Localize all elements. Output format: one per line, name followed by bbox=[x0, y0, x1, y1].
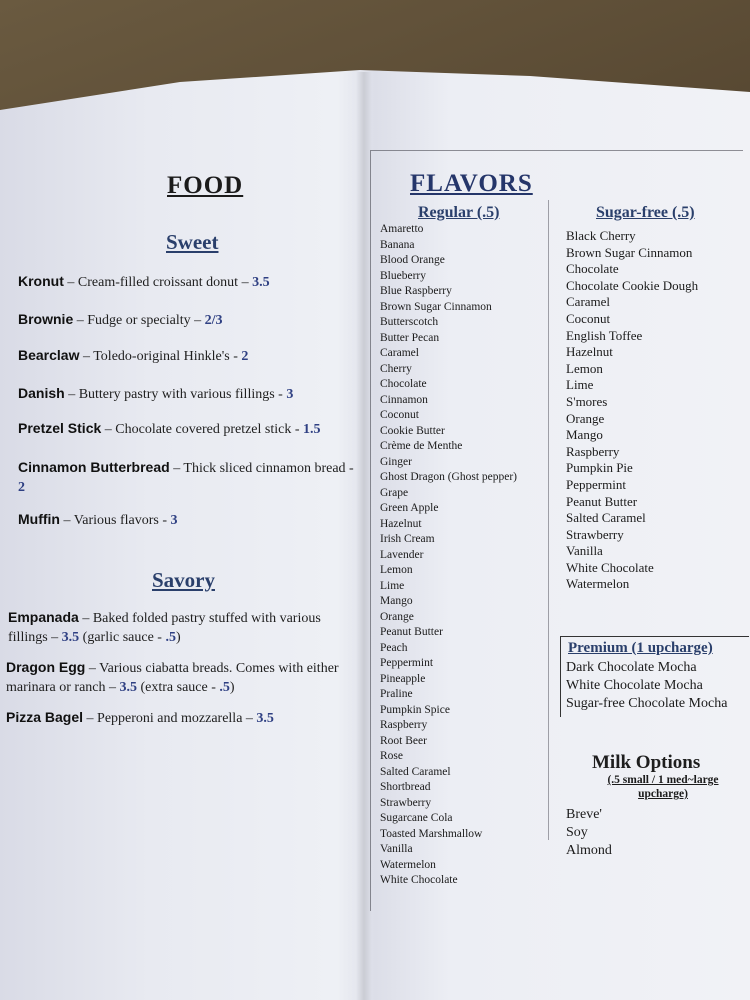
flavor-item: Mango bbox=[566, 427, 603, 443]
menu-item-dragon-egg bbox=[6, 658, 356, 697]
flavor-item: Chocolate bbox=[380, 378, 427, 390]
flavor-item: Rose bbox=[380, 750, 403, 762]
flavor-item: Grape bbox=[380, 486, 409, 499]
flavor-item: Almond bbox=[566, 843, 612, 858]
flavor-item: Orange bbox=[380, 610, 414, 623]
menu-item-pizza-bagel bbox=[6, 708, 346, 728]
milk-options-subheading: (.5 small / 1 med~large upcharge) bbox=[607, 774, 719, 800]
item-price: 2 bbox=[241, 349, 249, 364]
item-price: 3 bbox=[286, 387, 294, 402]
item-desc: – Various flavors - bbox=[59, 513, 171, 528]
flavor-item: Lemon bbox=[566, 360, 603, 376]
flavor-item: English Toffee bbox=[566, 327, 643, 343]
flavor-item: Caramel bbox=[380, 347, 419, 359]
menu-item-kronut bbox=[18, 272, 338, 292]
flavor-item: Caramel bbox=[566, 294, 611, 310]
item-desc: – Pepperoni and mozzarella – bbox=[83, 711, 257, 726]
menu-item-danish bbox=[18, 384, 348, 404]
flavor-item: Chocolate Cookie Dough bbox=[566, 277, 699, 293]
flavor-item: Root Beer bbox=[380, 734, 427, 747]
item-extra-price: .5 bbox=[219, 680, 230, 695]
item-name: Pizza Bagel bbox=[6, 709, 84, 725]
flavor-item: Pineapple bbox=[380, 672, 426, 685]
item-name: Cinnamon Butterbread bbox=[18, 459, 170, 475]
flavor-item: Lavender bbox=[380, 548, 424, 561]
item-price: 3.5 bbox=[252, 275, 270, 290]
flavor-item: Coconut bbox=[566, 310, 611, 326]
flavor-item: Irish Cream bbox=[380, 533, 435, 545]
flavor-item: White Chocolate bbox=[380, 874, 458, 886]
flavor-item: Raspberry bbox=[566, 443, 620, 459]
flavor-item: Blueberry bbox=[380, 269, 426, 282]
flavor-item: Dark Chocolate Mocha bbox=[566, 660, 697, 675]
item-desc: – Buttery pastry with various fillings - bbox=[64, 387, 287, 402]
flavor-item: Watermelon bbox=[566, 576, 630, 592]
item-desc: – Chocolate covered pretzel stick - bbox=[101, 422, 304, 437]
flavor-item: S'mores bbox=[566, 393, 608, 409]
item-extra-end: ) bbox=[175, 630, 181, 645]
flavor-item: Butterscotch bbox=[380, 316, 439, 328]
flavor-item: Vanilla bbox=[380, 843, 413, 855]
flavor-item: Orange bbox=[566, 410, 605, 426]
item-name: Empanada bbox=[8, 609, 79, 625]
flavor-item: Pumpkin Pie bbox=[566, 460, 633, 476]
flavor-item: Lemon bbox=[380, 564, 413, 576]
menu-item-cinnamon-butterbread bbox=[18, 458, 358, 497]
flavor-item: Crème de Menthe bbox=[380, 440, 463, 452]
flavor-item: Sugar-free Chocolate Mocha bbox=[566, 696, 728, 711]
item-extra-end: ) bbox=[229, 680, 235, 695]
flavor-item: Blood Orange bbox=[380, 254, 445, 266]
flavor-item: Cherry bbox=[380, 362, 412, 375]
flavor-item: Coconut bbox=[380, 409, 419, 421]
flavor-item: Watermelon bbox=[380, 858, 436, 871]
item-price: 2 bbox=[18, 480, 25, 495]
flavor-item: Chocolate bbox=[566, 261, 619, 277]
item-desc: – Baked folded pastry stuffed with various fillings – bbox=[8, 611, 321, 645]
flavor-item: Cinnamon bbox=[380, 393, 428, 406]
item-extra: (extra sauce - bbox=[137, 680, 220, 695]
item-desc: – Cream-filled croissant donut – bbox=[63, 275, 253, 290]
flavor-item: Salted Caramel bbox=[566, 510, 646, 526]
flavor-item: Hazelnut bbox=[566, 344, 613, 360]
flavor-item: Blue Raspberry bbox=[380, 285, 452, 297]
item-name: Brownie bbox=[18, 311, 74, 327]
flavor-item: White Chocolate bbox=[566, 559, 654, 575]
flavor-item: Peppermint bbox=[380, 657, 434, 669]
flavor-item: Peppermint bbox=[566, 476, 626, 492]
sweet-heading: Sweet bbox=[166, 230, 219, 254]
item-name: Danish bbox=[18, 385, 65, 401]
flavor-item: Raspberry bbox=[380, 719, 428, 731]
menu-item-empanada bbox=[8, 608, 348, 647]
flavor-item: Lime bbox=[566, 377, 594, 393]
item-price: 3.5 bbox=[61, 630, 80, 645]
flavor-item: Salted Caramel bbox=[380, 765, 451, 778]
flavor-item: Hazelnut bbox=[380, 517, 422, 530]
menu-item-bearclaw bbox=[18, 346, 338, 366]
milk-options-list bbox=[566, 806, 612, 860]
item-extra: (garlic sauce - bbox=[79, 630, 166, 645]
flavor-item: Peanut Butter bbox=[566, 493, 638, 509]
flavor-item: Butter Pecan bbox=[380, 331, 440, 344]
flavor-item: Black Cherry bbox=[566, 228, 636, 243]
item-name: Dragon Egg bbox=[6, 659, 86, 675]
savory-heading: Savory bbox=[152, 568, 215, 592]
flavor-item: Shortbread bbox=[380, 781, 431, 793]
item-name: Pretzel Stick bbox=[18, 420, 102, 436]
flavor-item: Strawberry bbox=[566, 526, 624, 542]
menu-item-muffin bbox=[18, 510, 338, 530]
menu-item-pretzel-stick bbox=[18, 419, 348, 439]
regular-flavor-list bbox=[380, 222, 517, 889]
item-desc: – Fudge or specialty – bbox=[73, 313, 205, 328]
column-divider bbox=[548, 200, 549, 840]
item-desc: – Thick sliced cinnamon bread - bbox=[169, 461, 354, 476]
item-desc: – Various ciabatta breads. Comes with either marinara or ranch – bbox=[6, 661, 339, 695]
flavor-item: Peanut Butter bbox=[380, 626, 443, 638]
item-price: 3 bbox=[170, 513, 178, 528]
flavor-item: Cookie Butter bbox=[380, 424, 445, 437]
item-name: Muffin bbox=[18, 511, 60, 527]
premium-flavor-list bbox=[566, 659, 727, 713]
premium-heading: Premium (1 upcharge) bbox=[568, 640, 713, 656]
flavor-item: Toasted Marshmallow bbox=[380, 827, 483, 840]
flavors-title: FLAVORS bbox=[410, 170, 533, 197]
flavor-item: Peach bbox=[380, 641, 408, 654]
item-price: 2/3 bbox=[204, 313, 223, 328]
regular-heading: Regular (.5) bbox=[418, 204, 500, 221]
item-name: Bearclaw bbox=[18, 347, 80, 363]
sugar-free-flavor-list bbox=[566, 228, 698, 593]
flavor-item: Brown Sugar Cinnamon bbox=[380, 300, 492, 313]
item-extra-price: .5 bbox=[165, 630, 176, 645]
flavor-item: Vanilla bbox=[566, 543, 603, 559]
flavor-item: Sugarcane Cola bbox=[380, 812, 453, 824]
item-price: 1.5 bbox=[303, 422, 321, 437]
flavor-item: Brown Sugar Cinnamon bbox=[566, 244, 693, 260]
flavor-item: Mango bbox=[380, 595, 413, 607]
flavor-item: Praline bbox=[380, 688, 413, 700]
item-name: Kronut bbox=[18, 273, 64, 289]
flavor-item: Green Apple bbox=[380, 502, 439, 514]
flavor-item: Soy bbox=[566, 825, 588, 840]
item-price: 3.5 bbox=[256, 711, 274, 726]
item-desc: – Toledo-original Hinkle's - bbox=[79, 349, 242, 364]
flavor-item: Strawberry bbox=[380, 796, 432, 809]
sugar-free-heading: Sugar-free (.5) bbox=[596, 204, 695, 221]
flavor-item: Breve' bbox=[566, 807, 602, 822]
flavor-item: White Chocolate Mocha bbox=[566, 678, 703, 693]
flavor-item: Amaretto bbox=[380, 223, 424, 235]
item-price: 3.5 bbox=[119, 680, 137, 695]
flavor-item: Lime bbox=[380, 579, 405, 592]
flavor-item: Pumpkin Spice bbox=[380, 703, 450, 716]
milk-options-heading: Milk Options bbox=[592, 752, 701, 773]
flavor-item: Banana bbox=[380, 238, 415, 251]
flavor-item: Ginger bbox=[380, 455, 412, 468]
food-title: FOOD bbox=[167, 172, 244, 199]
menu-item-brownie bbox=[18, 310, 338, 330]
flavor-item: Ghost Dragon (Ghost pepper) bbox=[380, 471, 518, 483]
